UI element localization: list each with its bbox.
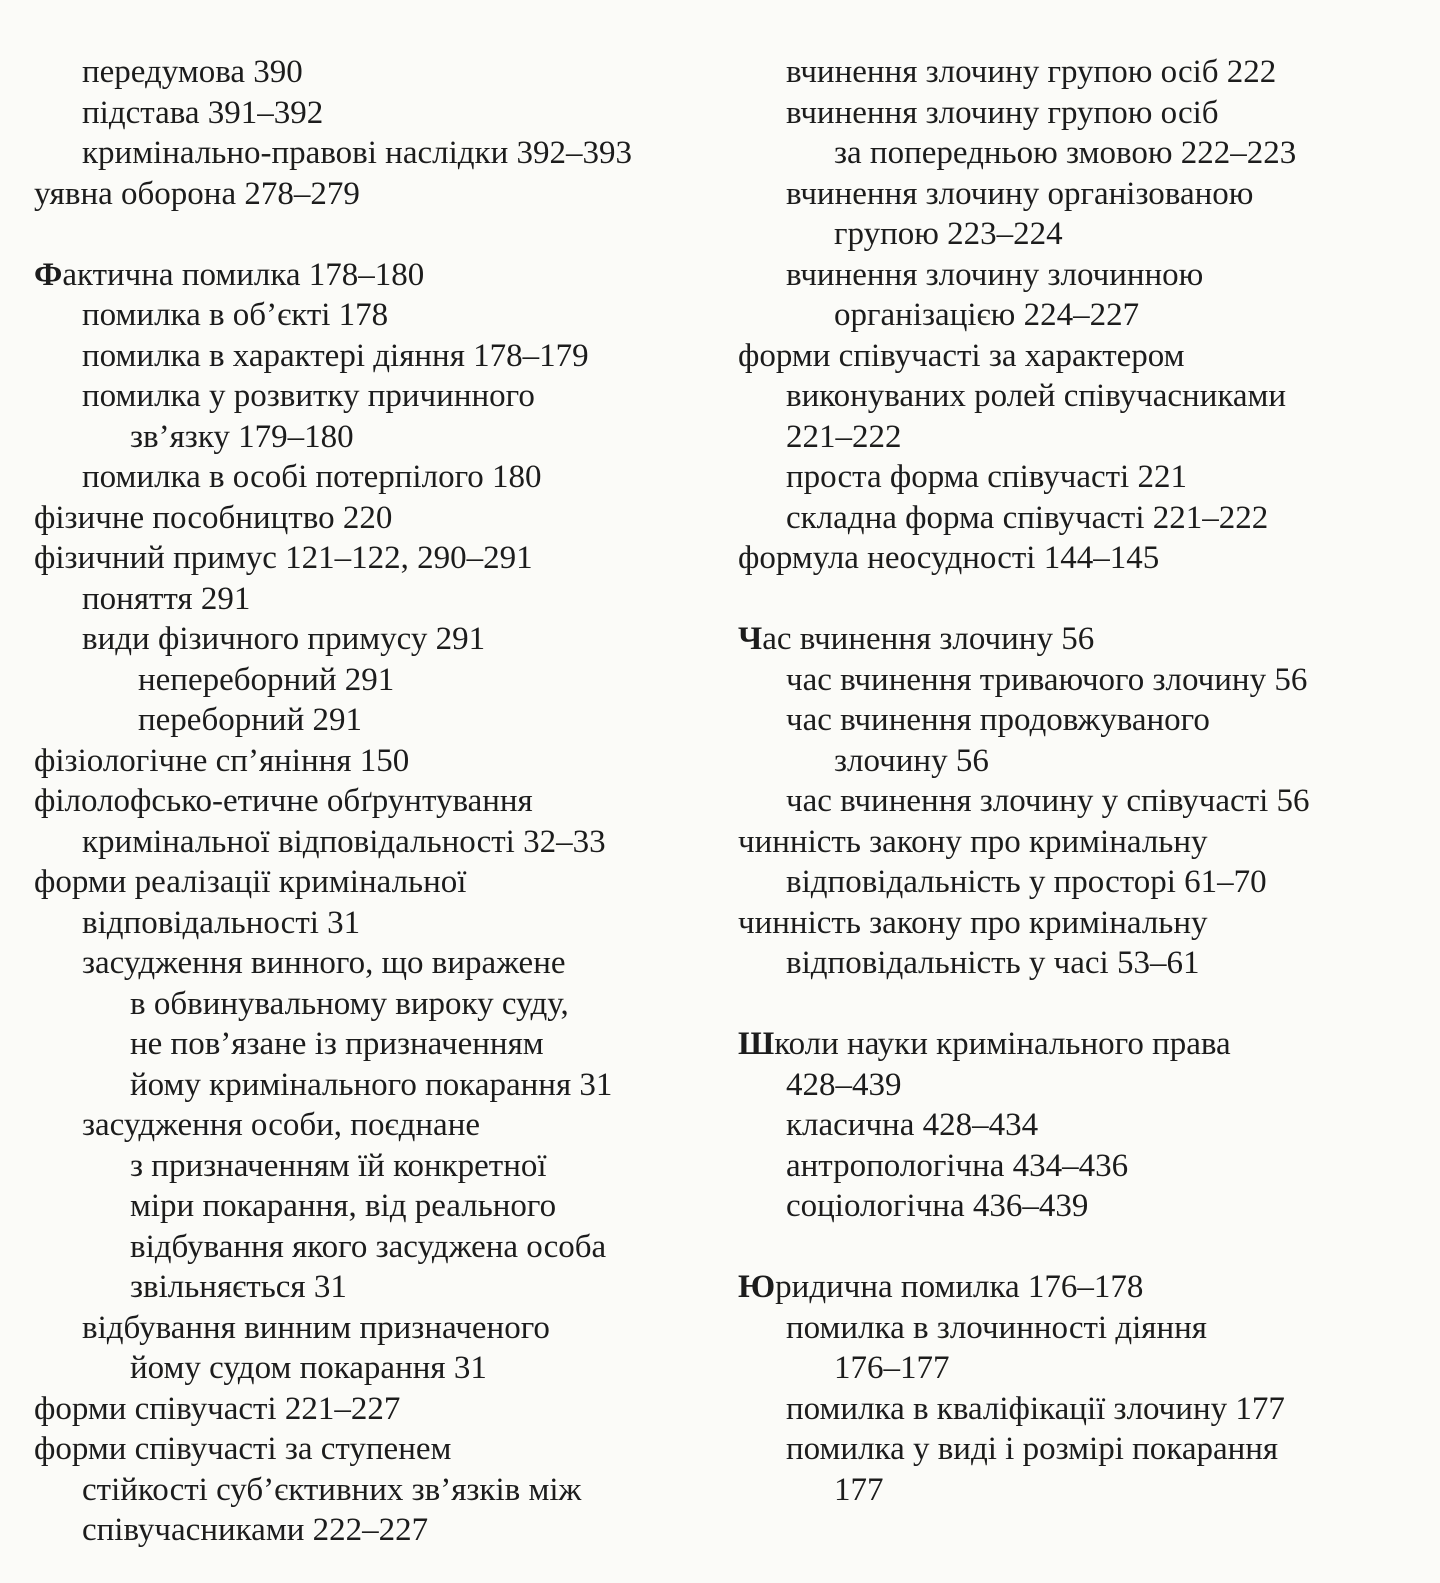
index-entry — [738, 457, 1418, 498]
index-entry — [34, 1429, 714, 1470]
index-entry — [34, 619, 714, 660]
index-entry — [738, 903, 1418, 944]
index-entry — [738, 52, 1418, 93]
index-entry-text: види фізичного примусу 291 — [82, 621, 486, 657]
index-entry — [738, 700, 1418, 741]
index-entry-text: відбування винним призначеного — [82, 1309, 550, 1346]
index-entry — [738, 1146, 1418, 1187]
index-entry-text: засудження винного, що виражене — [82, 945, 566, 981]
section-initial-letter: Ю — [738, 1269, 776, 1305]
index-entry-text: коли науки кримінального права — [774, 1026, 1231, 1062]
index-entry — [738, 781, 1418, 822]
index-entry-text: фізичне пособництво 220 — [34, 499, 393, 536]
index-entry — [34, 862, 714, 903]
index-entry — [34, 700, 714, 741]
index-entry — [34, 498, 714, 539]
section-initial-letter: Ч — [738, 621, 763, 657]
index-entry-text: відповідальність у часі 53–61 — [786, 945, 1200, 981]
index-entry-text: 177 — [834, 1471, 884, 1508]
index-entry — [34, 1227, 714, 1268]
index-entry-text: форми співучасті за характером — [738, 337, 1185, 374]
index-spacer — [738, 984, 1418, 1025]
index-entry — [34, 1065, 714, 1106]
index-entry-text: кримінально-правові наслідки 392–393 — [82, 135, 632, 171]
index-entry-text: вчинення злочину організованою — [786, 175, 1254, 212]
index-entry — [738, 862, 1418, 903]
index-entry — [34, 1105, 714, 1146]
index-entry-text: філолофсько-етичне обґрунтування — [34, 783, 533, 819]
index-entry-text: вчинення злочину злочинною — [786, 256, 1204, 293]
index-spacer — [738, 1227, 1418, 1268]
section-initial-letter: Ш — [738, 1026, 775, 1062]
index-entry — [34, 457, 714, 498]
index-entry-text: час вчинення продовжуваного — [786, 702, 1210, 738]
index-entry — [738, 538, 1418, 579]
index-entry-text: відповідальності 31 — [82, 904, 361, 941]
index-entry — [738, 133, 1418, 174]
index-entry-text: не пов’язане із призначенням — [130, 1026, 544, 1062]
index-entry-text: фізіологічне сп’яніння 150 — [34, 742, 410, 779]
index-entry-text: час вчинення триваючого злочину 56 — [786, 661, 1308, 698]
index-entry — [738, 174, 1418, 215]
index-entry — [34, 1348, 714, 1389]
index-column-right — [738, 52, 1418, 1510]
index-entry-text: в обвинувальному вироку суду, — [130, 985, 569, 1022]
index-entry-text: йому кримінального покарання 31 — [130, 1066, 613, 1103]
index-entry-text: злочину 56 — [834, 742, 989, 779]
index-entry — [34, 1267, 714, 1308]
index-entry-text: звільняється 31 — [130, 1269, 347, 1305]
index-entry — [738, 1389, 1418, 1430]
index-entry-text: передумова 390 — [82, 54, 303, 90]
index-entry-text: виконуваних ролей співучасниками — [786, 378, 1287, 414]
index-entry-text: складна форма співучасті 221–222 — [786, 499, 1269, 536]
index-entry — [738, 417, 1418, 458]
index-entry-text: стійкості суб’єктивних зв’язків між — [82, 1471, 582, 1508]
index-entry — [738, 741, 1418, 782]
index-entry-text: відповідальність у просторі 61–70 — [786, 864, 1267, 900]
index-entry-text: соціологічна 436–439 — [786, 1188, 1089, 1224]
index-entry — [34, 984, 714, 1025]
index-entry — [34, 295, 714, 336]
index-entry-text: помилка в кваліфікації злочину 177 — [786, 1390, 1285, 1427]
index-entry-text: уявна оборона 278–279 — [34, 175, 360, 212]
index-entry-text: міри покарання, від реального — [130, 1188, 557, 1224]
index-entry-text: поняття 291 — [82, 580, 251, 617]
index-entry-text: форми реалізації кримінальної — [34, 864, 467, 900]
index-entry-text: зв’язку 179–180 — [130, 418, 354, 455]
index-entry — [34, 93, 714, 134]
index-entry-text: фізичний примус 121–122, 290–291 — [34, 540, 533, 576]
index-entry — [34, 1510, 714, 1551]
index-entry-text: форми співучасті за ступенем — [34, 1431, 452, 1467]
index-entry-text: помилка в об’єкті 178 — [82, 297, 389, 333]
index-entry — [34, 1024, 714, 1065]
index-entry-text: актична помилка 178–180 — [62, 256, 425, 293]
index-entry — [738, 498, 1418, 539]
index-entry-text: непереборний 291 — [138, 661, 395, 698]
index-entry — [34, 1186, 714, 1227]
index-entry-text: помилка в злочинності діяння — [786, 1309, 1207, 1346]
index-entry — [34, 52, 714, 93]
index-entry — [738, 1429, 1418, 1470]
index-entry-text: чинність закону про кримінальну — [738, 823, 1208, 860]
index-entry — [738, 619, 1418, 660]
index-entry — [34, 1308, 714, 1349]
index-entry — [34, 1146, 714, 1187]
index-column-left — [34, 52, 714, 1551]
index-entry-text: проста форма співучасті 221 — [786, 459, 1187, 495]
index-entry — [738, 1470, 1418, 1511]
index-entry — [34, 174, 714, 215]
index-entry-text: з призначенням їй конкретної — [130, 1147, 547, 1184]
index-entry — [738, 1024, 1418, 1065]
index-entry — [738, 376, 1418, 417]
index-entry-text: 176–177 — [834, 1350, 950, 1386]
index-entry — [34, 943, 714, 984]
index-entry-text: підстава 391–392 — [82, 94, 324, 131]
index-entry — [34, 741, 714, 782]
index-entry-text: чинність закону про кримінальну — [738, 904, 1208, 941]
index-entry-text: ас вчинення злочину 56 — [762, 621, 1095, 657]
index-entry — [738, 1348, 1418, 1389]
index-entry — [738, 1267, 1418, 1308]
index-entry — [738, 1308, 1418, 1349]
index-entry-text: за попередньою змовою 222–223 — [834, 135, 1297, 171]
index-entry — [34, 1470, 714, 1511]
index-entry-text: групою 223–224 — [834, 216, 1063, 252]
index-entry — [738, 660, 1418, 701]
index-entry — [34, 822, 714, 863]
index-entry-text: помилка в особі потерпілого 180 — [82, 459, 542, 495]
index-entry — [738, 1065, 1418, 1106]
index-entry-text: кримінальної відповідальності 32–33 — [82, 823, 606, 860]
index-entry-text: вчинення злочину групою осіб — [786, 94, 1219, 131]
index-entry-text: переборний 291 — [138, 702, 362, 738]
index-spacer — [34, 214, 714, 255]
index-entry — [738, 214, 1418, 255]
index-entry-text: організацією 224–227 — [834, 297, 1140, 333]
index-entry-text: 428–439 — [786, 1066, 902, 1103]
index-entry — [738, 295, 1418, 336]
index-entry — [34, 538, 714, 579]
index-entry — [34, 1389, 714, 1430]
index-entry — [738, 93, 1418, 134]
index-spacer — [738, 579, 1418, 620]
index-entry-text: співучасниками 222–227 — [82, 1512, 429, 1548]
index-entry — [34, 579, 714, 620]
index-entry-text: відбування якого засуджена особа — [130, 1228, 607, 1265]
index-entry — [34, 903, 714, 944]
index-entry — [34, 133, 714, 174]
index-entry — [34, 376, 714, 417]
index-entry — [738, 943, 1418, 984]
index-entry — [34, 660, 714, 701]
index-entry-text: формула неосудності 144–145 — [738, 540, 1160, 576]
index-entry — [34, 781, 714, 822]
index-entry — [34, 336, 714, 377]
index-entry — [738, 822, 1418, 863]
index-entry-text: антропологічна 434–436 — [786, 1147, 1129, 1184]
index-entry-text: форми співучасті 221–227 — [34, 1390, 401, 1427]
index-entry-text: класична 428–434 — [786, 1107, 1039, 1143]
index-entry — [738, 255, 1418, 296]
index-entry — [738, 1105, 1418, 1146]
index-entry-text: засудження особи, поєднане — [82, 1107, 481, 1143]
index-entry — [34, 417, 714, 458]
index-entry — [738, 1186, 1418, 1227]
section-initial-letter: Ф — [34, 256, 63, 293]
index-entry — [738, 336, 1418, 377]
index-entry-text: помилка в характері діяння 178–179 — [82, 337, 589, 374]
index-entry-text: вчинення злочину групою осіб 222 — [786, 54, 1277, 90]
index-entry-text: помилка у виді і розмірі покарання — [786, 1431, 1279, 1467]
index-entry-text: 221–222 — [786, 418, 902, 455]
index-entry-text: час вчинення злочину у співучасті 56 — [786, 783, 1310, 819]
index-entry-text: йому судом покарання 31 — [130, 1350, 487, 1386]
index-entry-text: помилка у розвитку причинного — [82, 378, 535, 414]
index-entry-text: ридична помилка 176–178 — [775, 1269, 1144, 1305]
index-entry — [34, 255, 714, 296]
